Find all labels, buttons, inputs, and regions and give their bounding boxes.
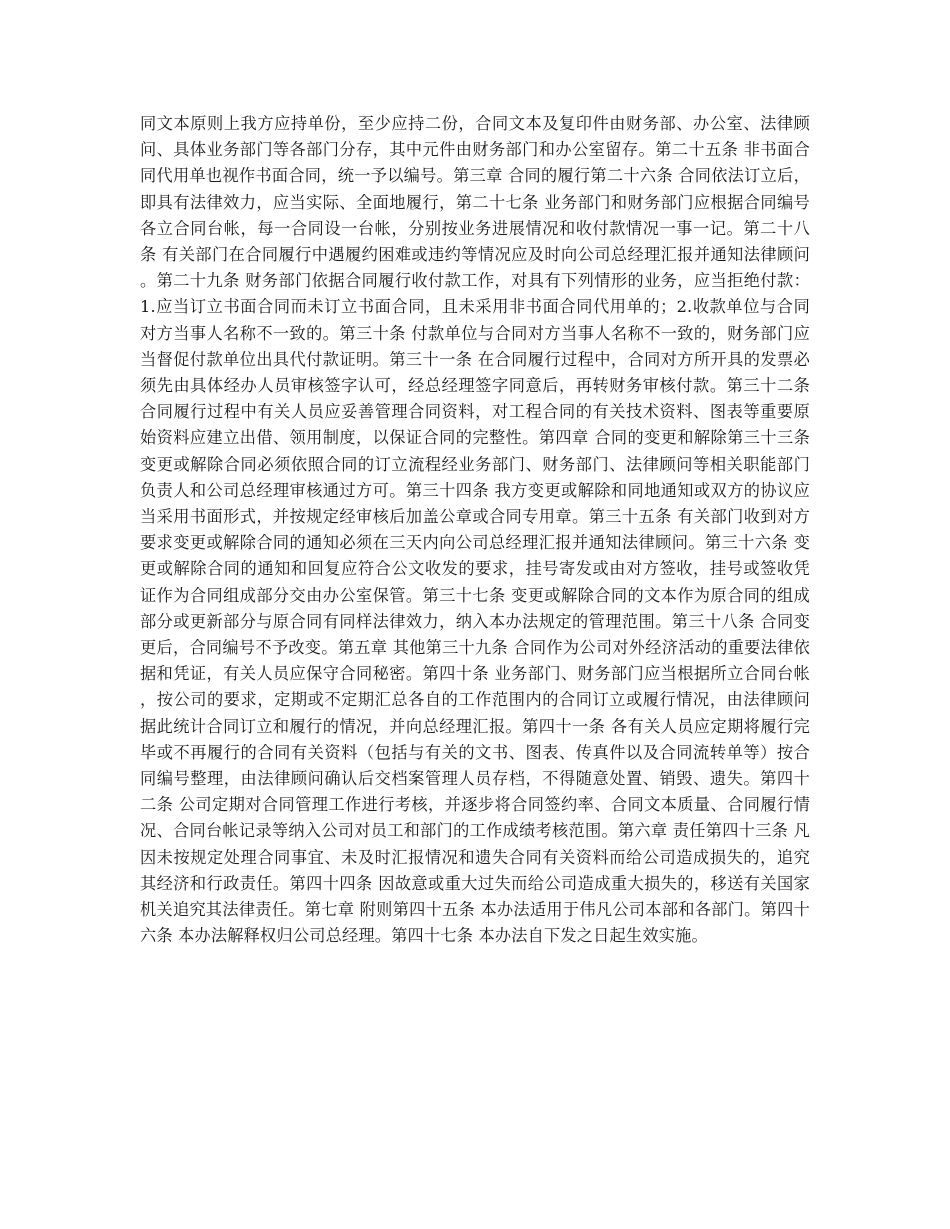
document-body-paragraph: 同文本原则上我方应持单份，至少应持二份，合同文本及复印件由财务部、办公室、法律顾问、具体业务部门等各部门分存，其中元件由财务部门和办公室留存。第二十五条 非书面合同代用单也视作书面合同，统一予以编号。第三章 合同的履行第二十六条 合同依法订立后，即具有法律效力，应当实际、全面地履行，第二十七条 业务部门和财务部门应根据合同编号各立合同台帐，每一合同设一台帐，分别按业务进展情况和收付款情况一事一记。第二十八条 有关部门在合同履行中遇履约困难或违约等情况应及时向公司总经理汇报并通知法律顾问。第二十九条 财务部门依据合同履行收付款工作，对具有下列情形的业务，应当拒绝付款：1.应当订立书面合同而未订立书面合同，且未采用非书面合同代用单的；2.收款单位与合同对方当事人名称不一致的。第三十条 付款单位与合同对方当事人名称不一致的，财务部门应当督促付款单位出具代付款证明。第三十一条 在合同履行过程中，合同对方所开具的发票必须先由具体经办人员审核签字认可，经总经理签字同意后，再转财务审核付款。第三十二条 合同履行过程中有关人员应妥善管理合同资料，对工程合同的有关技术资料、图表等重要原始资料应建立出借、领用制度，以保证合同的完整性。第四章 合同的变更和解除第三十三条 变更或解除合同必须依照合同的订立流程经业务部门、财务部门、法律顾问等相关职能部门负责人和公司总经理审核通过方可。第三十四条 我方变更或解除和同地通知或双方的协议应当采用书面形式，并按规定经审核后加盖公章或合同专用章。第三十五条 有关部门收到对方要求变更或解除合同的通知必须在三天内向公司总经理汇报并通知法律顾问。第三十六条 变更或解除合同的通知和回复应符合公文收发的要求，挂号寄发或由对方签收，挂号或签收凭证作为合同组成部分交由办公室保管。第三十七条 变更或解除合同的文本作为原合同的组成部分或更新部分与原合同有同样法律效力，纳入本办法规定的管理范围。第三十八条 合同变更后，合同编号不予改变。第五章 其他第三十九条 合同作为公司对外经济活动的重要法律依据和凭证，有关人员应保守合同秘密。第四十条 业务部门、财务部门应当根据所立合同台帐，按公司的要求，定期或不定期汇总各自的工作范围内的合同订立或履行情况，由法律顾问据此统计合同订立和履行的情况，并向总经理汇报。第四十一条 各有关人员应定期将履行完毕或不再履行的合同有关资料（包括与有关的文书、图表、传真件以及合同流转单等）按合同编号整理，由法律顾问确认后交档案管理人员存档，不得随意处置、销毁、遗失。第四十二条 公司定期对合同管理工作进行考核，并逐步将合同签约率、合同文本质量、合同履行情况、合同台帐记录等纳入公司对员工和部门的工作成绩考核范围。第六章 责任第四十三条 凡因未按规定处理合同事宜、未及时汇报情况和遗失合同有关资料而给公司造成损失的，追究其经济和行政责任。第四十四条 因故意或重大过失而给公司造成重大损失的，移送有关国家机关追究其法律责任。第七章 附则第四十五条 本办法适用于伟凡公司本部和各部门。第四十六条 本办法解释权归公司总经理。第四十七条 本办法自下发之日起生效实施。 bbox=[140, 114, 810, 946]
